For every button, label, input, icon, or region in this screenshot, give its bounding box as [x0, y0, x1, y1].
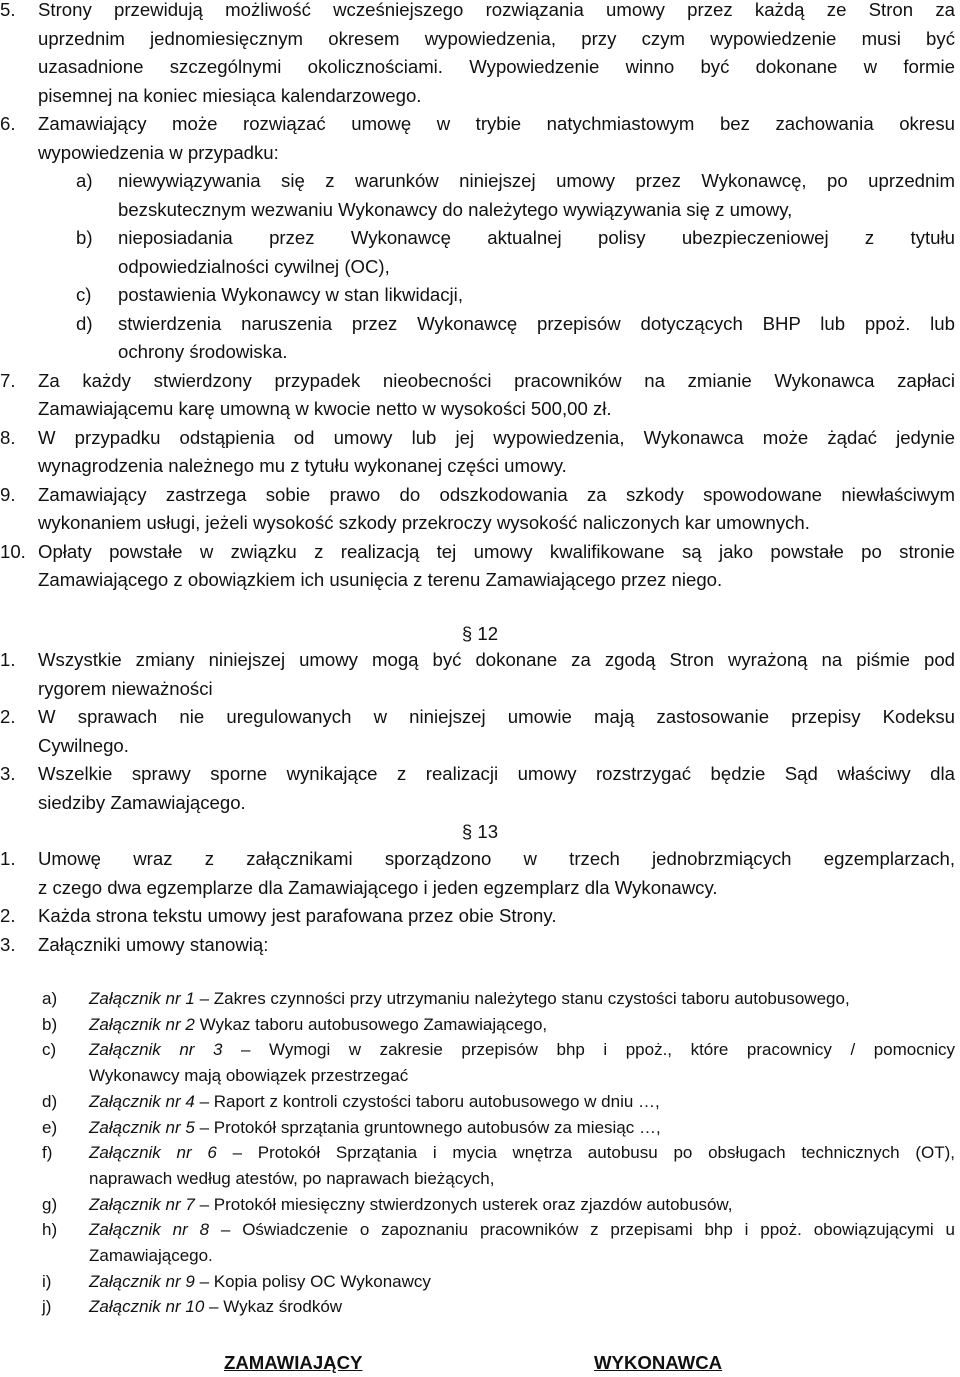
- attachment-description: Zamawiającego.: [89, 1246, 213, 1265]
- section-12-item-line: W sprawach nie uregulowanych w niniejszej umowie mają zastosowanie przepisy Kodeksu: [38, 706, 955, 727]
- attachment-line: [89, 1093, 660, 1110]
- attachment-letter: i): [42, 1271, 52, 1291]
- attachment-line: [89, 1170, 494, 1187]
- paragraph-5-line: Strony przewidują możliwość wcześniejszego rozwiązania umowy przez każdą ze Stron za: [38, 0, 955, 20]
- attachment-name: Załącznik nr 10: [89, 1297, 205, 1317]
- paragraph-5-line: uprzednim jednomiesięcznym okresem wypowiedzenia, przy czym wypowiedzenie musi być: [38, 27, 955, 49]
- section-12-heading: § 12: [461, 623, 499, 644]
- section-13-item-number: 2.: [0, 905, 16, 926]
- paragraph-6-number: 6.: [0, 113, 16, 134]
- sub-item-letter: a): [76, 170, 93, 191]
- section-13-item-line: Załączniki umowy stanowią:: [38, 933, 269, 955]
- attachment-description: Wykonawcy mają obowiązek przestrzegać: [89, 1066, 409, 1086]
- attachment-letter: f): [42, 1143, 53, 1163]
- sub-item-line: ochrony środowiska.: [118, 341, 288, 362]
- section-12-item-line: Wszelkie sprawy sporne wynikające z realizacji umowy rozstrzygać będzie Sąd właściwy dla: [38, 763, 955, 784]
- paragraph-9-line: wykonaniem usługi, jeżeli wysokość szkody przekroczy wysokość naliczonych kar umownych.: [38, 512, 810, 533]
- paragraph-10-number: 10.: [0, 540, 26, 562]
- paragraph-6-line: wypowiedzenia w przypadku:: [38, 141, 279, 163]
- sub-item-letter: c): [76, 284, 92, 305]
- sub-item-line: niewywiązywania się z warunków niniejszej umowy przez Wykonawcę, po uprzednim: [118, 170, 955, 191]
- attachment-line: [89, 1298, 342, 1315]
- paragraph-9-number: 9.: [0, 483, 16, 505]
- attachment-name: Załącznik nr 9: [89, 1271, 195, 1291]
- paragraph-5-line: uzasadnione szczególnymi okolicznościami. Wypowiedzenie winno być dokonane w formie: [38, 56, 955, 77]
- sub-item-line: bezskutecznym wezwaniu Wykonawcy do należytego wywiązywania się z umowy,: [118, 198, 793, 220]
- attachment-letter: c): [42, 1040, 57, 1060]
- attachment-name: Załącznik nr 8: [89, 1220, 210, 1240]
- attachment-name: Załącznik nr 3: [89, 1040, 223, 1060]
- section-12-item-number: 1.: [0, 649, 16, 670]
- attachment-letter: e): [42, 1117, 58, 1137]
- section-13-item-number: 1.: [0, 848, 16, 869]
- attachment-letter: d): [42, 1091, 58, 1111]
- sub-item-line: nieposiadania przez Wykonawcę aktualnej polisy ubezpieczeniowej z tytułu: [118, 227, 955, 248]
- attachment-description: – Oświadczenie o zapoznaniu pracowników z przepisami bhp i ppoż. obowiązującymi u: [220, 1220, 955, 1240]
- attachment-line: [89, 1221, 955, 1238]
- paragraph-7-number: 7.: [0, 369, 16, 391]
- paragraph-10-line: Opłaty powstałe w związku z realizacją tej umowy kwalifikowane są jako powstałe po stronie: [38, 540, 955, 562]
- attachment-letter: j): [42, 1297, 52, 1317]
- section-13-item-line: Każda strona tekstu umowy jest parafowana przez obie Strony.: [38, 905, 557, 926]
- attachment-letter: g): [42, 1194, 58, 1214]
- attachment-line: [89, 990, 850, 1007]
- attachment-name: Załącznik nr 5: [89, 1117, 195, 1137]
- attachment-description: – Protokół sprzątania gruntownego autobusów za miesiąc …,: [199, 1117, 661, 1137]
- paragraph-5-line: pisemnej na koniec miesiąca kalendarzowego.: [38, 84, 422, 106]
- attachment-line: [89, 1119, 661, 1136]
- attachment-name: Załącznik nr 2: [89, 1014, 195, 1034]
- section-12-item-line: rygorem nieważności: [38, 677, 213, 699]
- section-13-item-line: z czego dwa egzemplarze dla Zamawiającego i jeden egzemplarz dla Wykonawcy.: [38, 876, 718, 898]
- attachment-description: – Protokół Sprzątania i mycia wnętrza autobusu po obsługach technicznych (OT),: [232, 1143, 955, 1163]
- attachment-line: [89, 1273, 431, 1290]
- section-12-item-line: Cywilnego.: [38, 734, 129, 756]
- paragraph-5-number: 5.: [0, 0, 16, 20]
- paragraph-8-number: 8.: [0, 426, 16, 448]
- sub-item-line: stwierdzenia naruszenia przez Wykonawcę przepisów dotyczących BHP lub ppoż. lub: [118, 312, 955, 334]
- section-12-item-line: siedziby Zamawiającego.: [38, 791, 246, 813]
- section-13-item-number: 3.: [0, 933, 16, 955]
- attachment-line: [89, 1247, 213, 1264]
- sub-item-line: postawienia Wykonawcy w stan likwidacji,: [118, 284, 463, 305]
- attachment-name: Załącznik nr 4: [89, 1091, 195, 1111]
- signature-client-label: ZAMAWIAJĄCY: [224, 1352, 363, 1373]
- attachment-letter: b): [42, 1014, 58, 1034]
- sub-item-letter: b): [76, 227, 93, 248]
- section-13-item-line: Umowę wraz z załącznikami sporządzono w trzech jednobrzmiących egzemplarzach,: [38, 848, 955, 869]
- paragraph-8-line: wynagrodzenia należnego mu z tytułu wykonanej części umowy.: [38, 455, 567, 476]
- attachment-line: [89, 1016, 547, 1033]
- attachment-description: Wykaz taboru autobusowego Zamawiającego,: [199, 1014, 548, 1034]
- attachment-letter: h): [42, 1220, 58, 1240]
- paragraph-7-line: Zamawiającemu karę umowną w kwocie netto w wysokości 500,00 zł.: [38, 398, 612, 419]
- attachment-description: – Protokół miesięczny stwierdzonych usterek oraz zjazdów autobusów,: [199, 1194, 733, 1214]
- attachment-name: Załącznik nr 6: [89, 1143, 217, 1163]
- section-12-item-number: 2.: [0, 706, 16, 727]
- attachment-letter: a): [42, 989, 58, 1008]
- attachment-name: Załącznik nr 1: [89, 989, 195, 1008]
- attachment-description: – Wymogi w zakresie przepisów bhp i ppoż., które pracownicy / pomocnicy: [241, 1040, 955, 1060]
- attachment-line: [89, 1067, 408, 1084]
- section-12-item-line: Wszystkie zmiany niniejszej umowy mogą być dokonane za zgodą Stron wyrażoną na piśmie pod: [38, 649, 955, 670]
- paragraph-8-line: W przypadku odstąpienia od umowy lub jej wypowiedzenia, Wykonawca może żądać jedynie: [38, 426, 955, 448]
- attachment-line: [89, 1041, 955, 1058]
- attachment-description: – Wykaz środków: [209, 1297, 343, 1317]
- sub-item-letter: d): [76, 312, 93, 334]
- attachment-description: – Zakres czynności przy utrzymaniu należytego stanu czystości taboru autobusowego,: [199, 989, 850, 1008]
- attachment-description: – Kopia polisy OC Wykonawcy: [199, 1271, 431, 1291]
- paragraph-7-line: Za każdy stwierdzony przypadek nieobecności pracowników na zmianie Wykonawca zapłaci: [38, 369, 955, 391]
- paragraph-9-line: Zamawiający zastrzega sobie prawo do odszkodowania za szkody spowodowane niewłaściwym: [38, 483, 955, 505]
- paragraph-6-line: Zamawiający może rozwiązać umowę w trybie natychmiastowym bez zachowania okresu: [38, 113, 955, 134]
- attachment-description: naprawach według atestów, po naprawach bieżących,: [89, 1168, 495, 1188]
- attachment-description: – Raport z kontroli czystości taboru autobusowego w dniu …,: [199, 1091, 660, 1111]
- sub-item-line: odpowiedzialności cywilnej (OC),: [118, 255, 390, 277]
- attachment-line: [89, 1196, 732, 1213]
- section-13-heading: § 13: [461, 821, 499, 842]
- attachment-name: Załącznik nr 7: [89, 1194, 195, 1214]
- section-12-item-number: 3.: [0, 763, 16, 784]
- paragraph-10-line: Zamawiającego z obowiązkiem ich usunięcia z terenu Zamawiającego przez niego.: [38, 569, 723, 590]
- attachment-line: [89, 1144, 955, 1161]
- signature-contractor-label: WYKONAWCA: [594, 1352, 723, 1373]
